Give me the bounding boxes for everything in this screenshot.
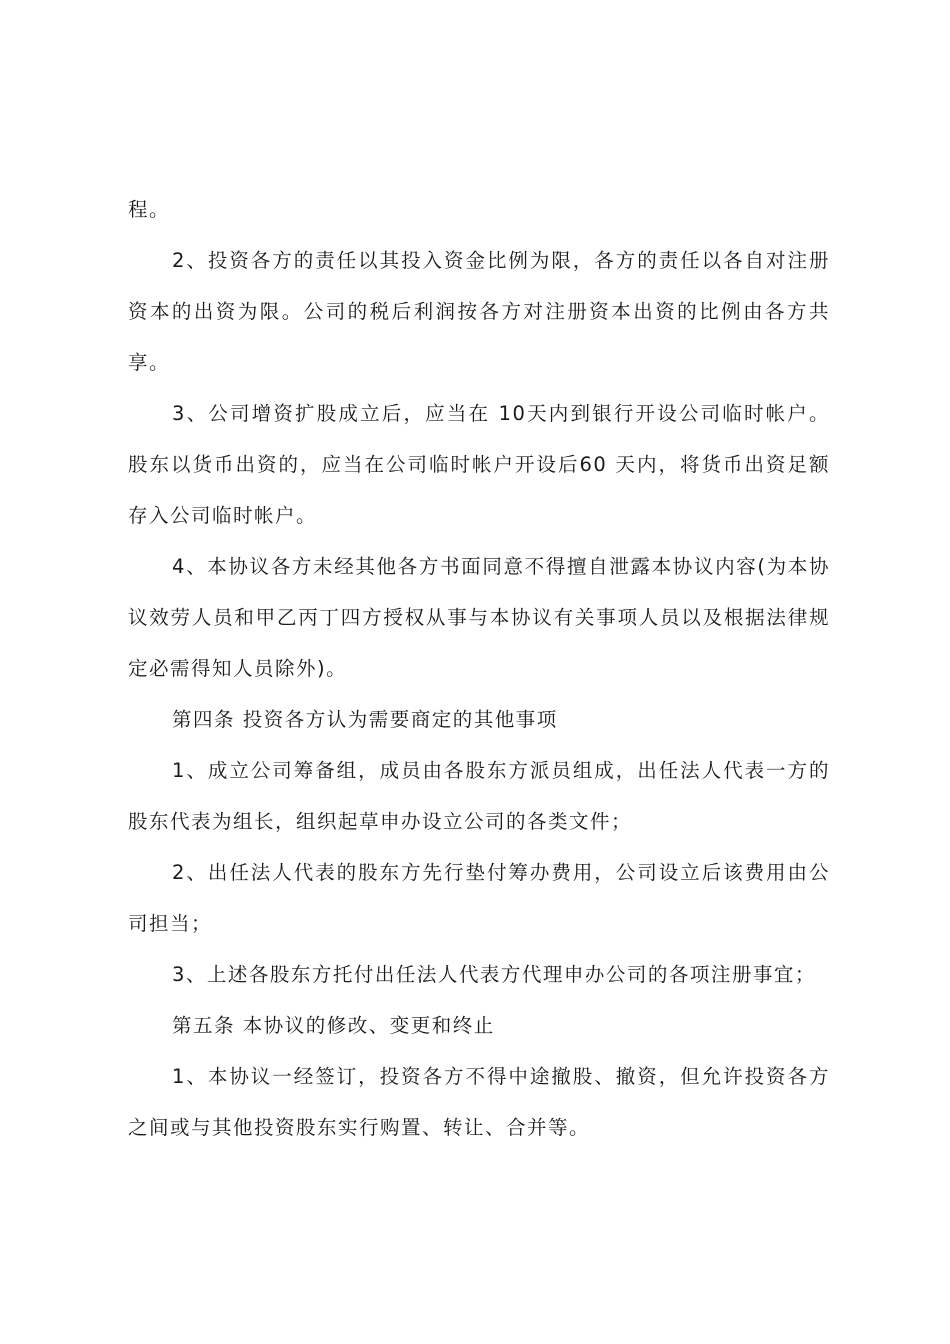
article-4-heading: 第四条 投资各方认为需要商定的其他事项 [172,708,558,731]
paragraph-article-4-item-1: 1、成立公司筹备组，成员由各股东方派员组成，出任法人代表一方的股东代表为组长，组织起草申办设立公司的各类文件； [128,759,830,833]
article-5-heading: 第五条 本协议的修改、变更和终止 [172,1014,495,1037]
paragraph-article-4-item-2: 2、出任法人代表的股东方先行垫付筹办费用，公司设立后该费用由公司担当； [128,861,830,935]
paragraph-clause-2: 2、投资各方的责任以其投入资金比例为限，各方的责任以各自对注册资本的出资为限。公司的税后利润按各方对注册资本出资的比例由各方共享。 [128,249,830,374]
paragraph-clause-3: 3、公司增资扩股成立后，应当在 10天内到银行开设公司临时帐户。股东以货币出资的，应当在公司临时帐户开设后60 天内，将货币出资足额存入公司临时帐户。 [128,402,830,527]
document-body [128,184,830,1153]
paragraph-clause-4: 4、本协议各方未经其他各方书面同意不得擅自泄露本协议内容(为本协议效劳人员和甲乙丙丁四方授权从事与本协议有关事项人员以及根据法律规定必需得知人员除外)。 [128,555,830,680]
paragraph-article-4-item-3: 3、上述各股东方托付出任法人代表方代理申办公司的各项注册事宜； [172,963,816,986]
paragraph-article-5-item-1: 1、本协议一经签订，投资各方不得中途撤股、撤资，但允许投资各方之间或与其他投资股东实行购置、转让、合并等。 [128,1065,830,1139]
paragraph-continuation: 程。 [128,198,171,221]
